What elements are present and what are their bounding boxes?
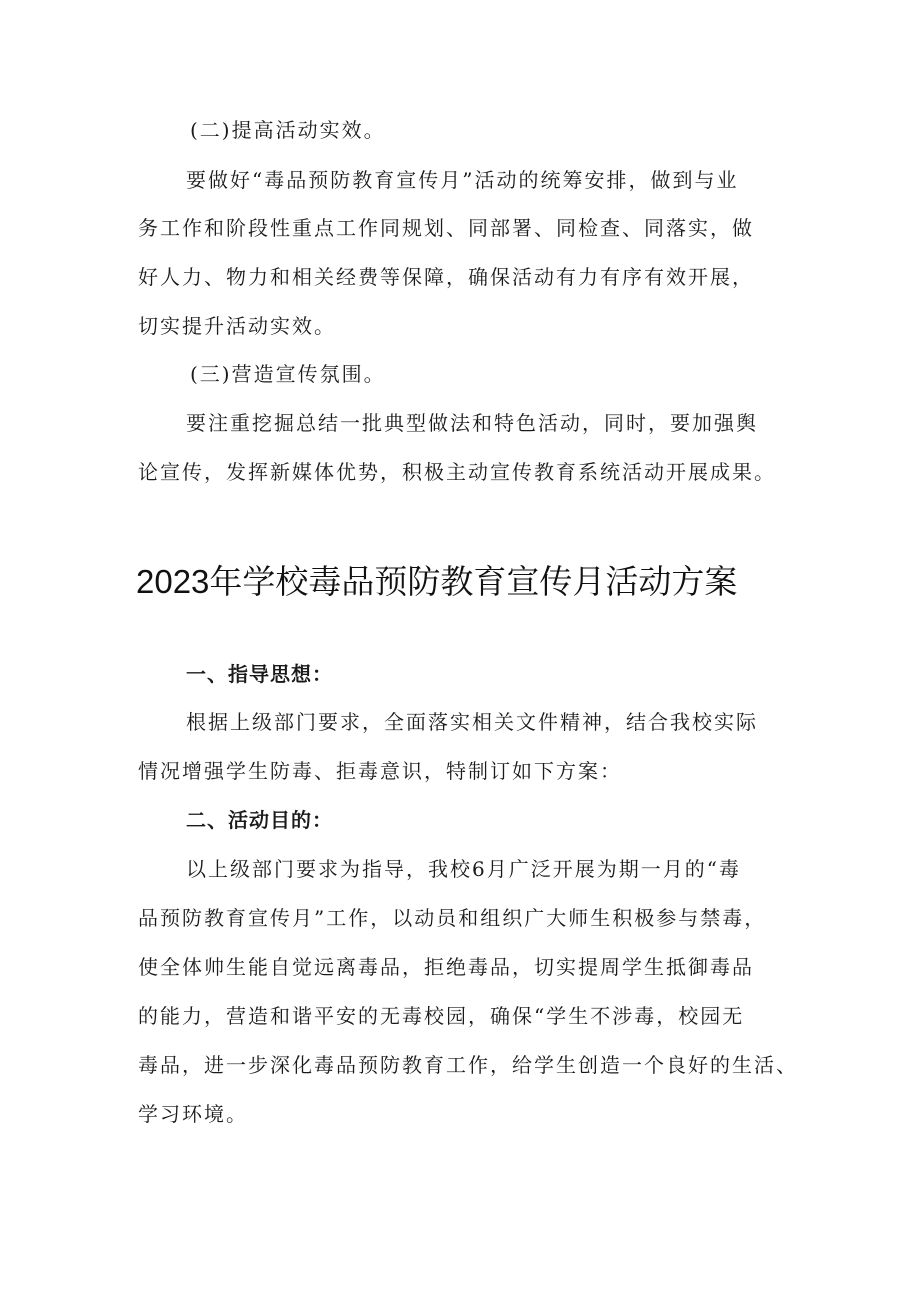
document-title: 2023年学校毒品预防教育宣传月活动方案 — [136, 563, 738, 600]
section-heading-3: (三)营造宣传氛围。 — [190, 362, 386, 386]
part-heading-2: 二、活动目的： — [186, 808, 333, 832]
paragraph-line: 切实提升活动实效。 — [138, 314, 336, 338]
paragraph-line: 务工作和阶段性重点工作同规划、同部署、同检查、同落实，做 — [138, 216, 754, 240]
paragraph-line: 毒品，进一步深化毒品预防教育工作，给学生创造一个良好的生活、 — [138, 1053, 798, 1077]
paragraph-line: 根据上级部门要求，全面落实相关文件精神，结合我校实际 — [186, 710, 758, 734]
paragraph-line: 以上级部门要求为指导，我校6月广泛开展为期一月的“毒 — [186, 857, 741, 881]
paragraph-line: 好人力、物力和相关经费等保障，确保活动有力有序有效开展， — [138, 265, 754, 289]
paragraph-line: 品预防教育宣传月”工作，以动员和组织广大师生积极参与禁毒， — [138, 906, 767, 930]
paragraph-line: 要做好“毒品预防教育宣传月”活动的统筹安排，做到与业 — [186, 168, 739, 192]
part-heading-1: 一、指导思想： — [186, 662, 333, 686]
paragraph-line: 学习环境。 — [138, 1102, 248, 1126]
paragraph-line: 情况增强学生防毒、拒毒意识，特制订如下方案： — [138, 759, 622, 783]
paragraph-line: 论宣传，发挥新媒体优势，积极主动宣传教育系统活动开展成果。 — [138, 460, 776, 484]
paragraph-line: 要注重挖掘总结一批典型做法和特色活动，同时，要加强舆 — [186, 411, 758, 435]
paragraph-line: 的能力，营造和谐平安的无毒校园，确保“学生不涉毒，校园无 — [138, 1004, 745, 1028]
section-heading-2: (二)提高活动实效。 — [190, 118, 386, 142]
paragraph-line: 使全体帅生能自觉远离毒品，拒绝毒品，切实提周学生抵御毒品 — [138, 955, 754, 979]
